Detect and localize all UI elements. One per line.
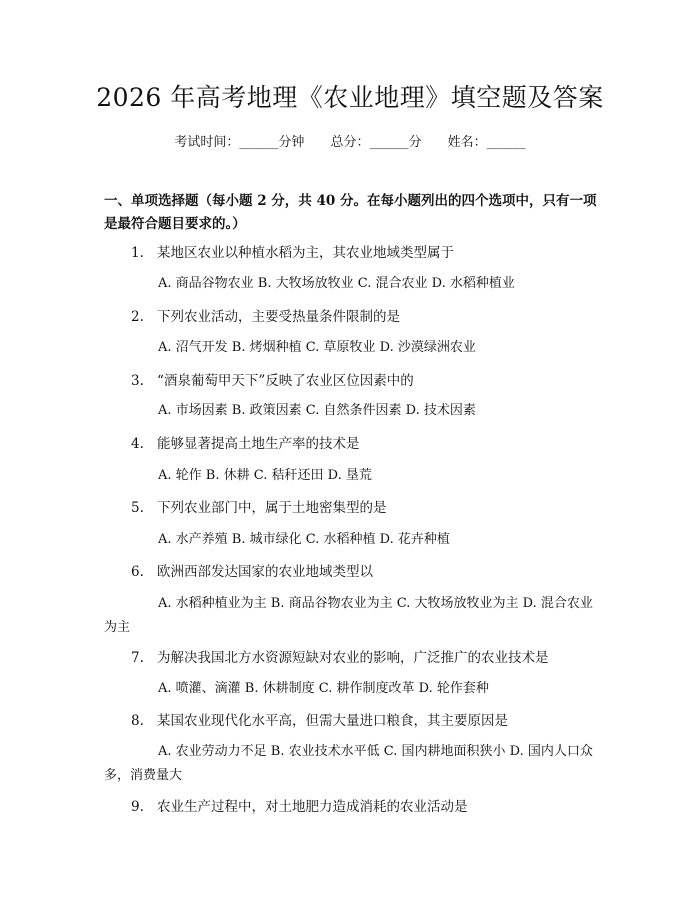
question-number: 8. — [131, 713, 144, 729]
question-stem: 下列农业活动，主要受热量条件限制的是 — [157, 309, 400, 325]
total-score-field: 总分：______分 — [330, 135, 422, 150]
question-7-options: A. 喷灌、滴灌 B. 休耕制度 C. 耕作制度改革 D. 轮作套种 — [158, 681, 489, 696]
question-9 — [131, 797, 601, 817]
question-stem: 为解决我国北方水资源短缺对农业的影响，广泛推广的农业技术是 — [157, 650, 549, 666]
exam-time-field: 考试时间：______分钟 — [174, 135, 305, 150]
question-stem: 欧洲西部发达国家的农业地域类型以 — [157, 564, 373, 580]
question-stem: 某国农业现代化水平高，但需大量进口粮食，其主要原因是 — [157, 713, 508, 729]
question-number: 4. — [131, 436, 144, 452]
question-stem: 能够显著提高土地生产率的技术是 — [157, 436, 360, 452]
question-6-options: A. 水稻种植业为主 B. 商品谷物农业为主 C. 大牧场放牧业为主 D. 混合农业为主 — [104, 596, 593, 635]
question-1 — [131, 243, 601, 263]
document-title: 2026 年高考地理《农业地理》填空题及答案 — [96, 83, 604, 112]
question-stem: “酒泉葡萄甲天下”反映了农业区位因素中的 — [157, 373, 414, 389]
question-4 — [131, 434, 601, 454]
question-stem: 下列农业部门中，属于土地密集型的是 — [157, 500, 387, 516]
name-field: 姓名：______ — [447, 135, 526, 150]
question-3-options: A. 市场因素 B. 政策因素 C. 自然条件因素 D. 技术因素 — [158, 403, 476, 418]
question-2 — [131, 307, 601, 327]
question-4-options: A. 轮作 B. 休耕 C. 秸秆还田 D. 垦荒 — [158, 468, 372, 483]
question-3 — [131, 371, 601, 391]
question-number: 9. — [131, 799, 144, 815]
question-5-options: A. 水产养殖 B. 城市绿化 C. 水稻种植 D. 花卉种植 — [158, 532, 450, 547]
question-8-options: A. 农业劳动力不足 B. 农业技术水平低 C. 国内耕地面积狭小 D. 国内人口众多，消费量大 — [104, 744, 593, 783]
section-heading: 一、单项选择题（每小题 2 分，共 40 分。在每小题列出的四个选项中，只有一项是最符合题目要求的。） — [104, 193, 597, 232]
question-1-options: A. 商品谷物农业 B. 大牧场放牧业 C. 混合农业 D. 水稻种植业 — [158, 276, 515, 291]
question-number: 3. — [131, 373, 144, 389]
question-number: 2. — [131, 309, 144, 325]
question-number: 5. — [131, 500, 144, 516]
question-number: 7. — [131, 650, 144, 666]
question-number: 6. — [131, 564, 144, 580]
question-number: 1. — [131, 245, 144, 261]
question-stem: 农业生产过程中，对土地肥力造成消耗的农业活动是 — [157, 799, 468, 815]
exam-meta — [0, 131, 700, 150]
question-2-options: A. 沼气开发 B. 烤烟种植 C. 草原牧业 D. 沙漠绿洲农业 — [158, 340, 476, 355]
question-7 — [131, 648, 601, 668]
question-8 — [131, 711, 601, 731]
question-6 — [131, 562, 601, 582]
question-stem: 某地区农业以种植水稻为主，其农业地域类型属于 — [157, 245, 454, 261]
question-5 — [131, 498, 601, 518]
